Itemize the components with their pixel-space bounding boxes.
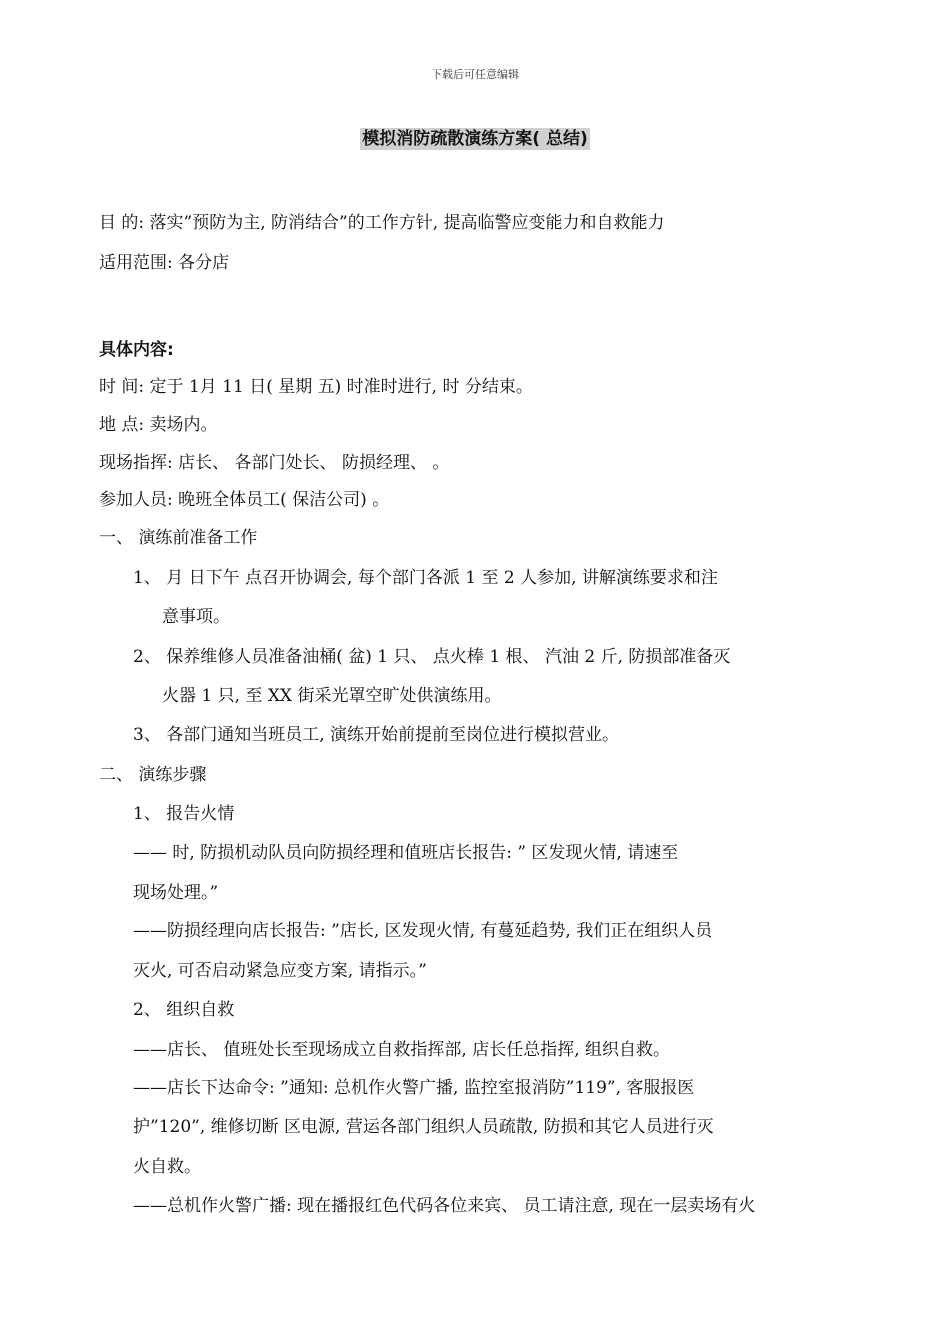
- list-item: 1、 月 日下午 点召开协调会, 每个部门各派 1 至 2 人参加, 讲解演练要求和注: [133, 568, 718, 588]
- document-title: [0, 124, 950, 149]
- part-two-heading: 二、 演练步骤: [99, 765, 207, 785]
- purpose-line: 目 的: 落实”预防为主, 防消结合”的工作方针, 提高临警应变能力和自救能力: [99, 213, 665, 233]
- paragraph-line: ——店长下达命令: ”通知: 总机作火警广播, 监控室报消防”119”, 客服报医: [133, 1078, 695, 1098]
- paragraph-line: ——防损经理向店长报告: ”店长, 区发现火情, 有蔓延趋势, 我们正在组织人员: [133, 921, 713, 941]
- command-line: 现场指挥: 店长、 各部门处长、 防损经理、 。: [99, 453, 450, 473]
- section-heading: 具体内容:: [99, 340, 174, 360]
- paragraph-line: 灭火, 可否启动紧急应变方案, 请指示。”: [133, 961, 427, 981]
- list-item: 2、 保养维修人员准备油桶( 盆) 1 只、 点火棒 1 根、 汽油 2 斤, 防损部准备灭: [133, 647, 731, 667]
- part-one-heading: 一、 演练前准备工作: [99, 528, 258, 548]
- list-item-continuation: 火器 1 只, 至 XX 街采光罩空旷处供演练用。: [162, 686, 502, 706]
- step-heading: 1、 报告火情: [133, 804, 235, 824]
- list-item-continuation: 意事项。: [162, 607, 230, 627]
- paragraph-line: —— 时, 防损机动队员向防损经理和值班店长报告: ” 区发现火情, 请速至: [133, 843, 679, 863]
- paragraph-line: 火自救。: [133, 1157, 201, 1177]
- paragraph-line: ——总机作火警广播: 现在播报红色代码各位来宾、 员工请注意, 现在一层卖场有火: [133, 1196, 756, 1216]
- header-note: 下载后可任意编辑: [431, 68, 519, 81]
- list-item: 3、 各部门通知当班员工, 演练开始前提前至岗位进行模拟营业。: [133, 725, 620, 745]
- paragraph-line: ——店长、 值班处长至现场成立自救指挥部, 店长任总指挥, 组织自救。: [133, 1040, 671, 1060]
- paragraph-line: 现场处理。”: [133, 883, 219, 903]
- step-heading: 2、 组织自救: [133, 1000, 235, 1020]
- time-line: 时 间: 定于 1月 11 日( 星期 五) 时准时进行, 时 分结束。: [99, 377, 533, 397]
- paragraph-line: 护”120”, 维修切断 区电源, 营运各部门组织人员疏散, 防损和其它人员进行灭: [133, 1117, 714, 1137]
- title-text: 模拟消防疏散演练方案( 总结): [362, 129, 588, 149]
- location-line: 地 点: 卖场内。: [99, 415, 218, 435]
- participants-line: 参加人员: 晚班全体员工( 保洁公司) 。: [99, 490, 390, 510]
- scope-line: 适用范围: 各分店: [99, 253, 230, 273]
